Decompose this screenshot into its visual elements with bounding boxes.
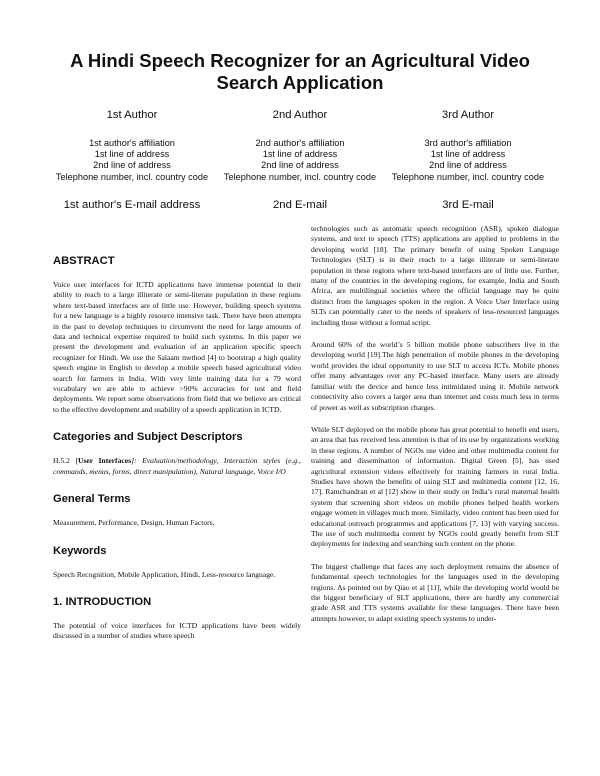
author-affiliation: 2nd author's affiliation [255,138,345,148]
abstract-heading: ABSTRACT [53,255,115,267]
left-column [53,254,301,642]
author-address-line2: 2nd line of address [261,160,339,171]
author-email: 1st author's E-mail address [63,198,201,211]
author-email: 2nd E-mail [273,198,327,211]
author-3 [384,108,552,212]
author-name: 1st Author [106,109,158,121]
author-2 [216,108,384,212]
author-phone: Telephone number, incl. country code [223,171,377,182]
abstract-text: Voice user interfaces for ICTD applications have immense potential in their ability to reach to a large illiterate or semi-literate population in these regions where text-based interfaces are of little use. However, building speech systems for a new language is a highly resource intensive task. There have been attempts in the past to develop techniques to circumvent the need for large amounts of data and technical expertise required to build such systems. In this paper we present the development and evaluation of an application specific speech recognizer for Hindi. We use the Salaam method [4] to bootstrap a high quality speech engine in English to develop a mobile speech based agricultural video search for farmers in India. With very little training data for a 79 word vocabulary we are able to achieve >90% accuracies for test and field deployments. We report some observations from field that we believe are critical to the effective development and usability of a speech application in ICTD. [53,280,301,414]
introduction-paragraph-3: While SLT deployed on the mobile phone has great potential to benefit end users, an area that has received less attention is that of its use by organizations working in these regions. A number of NGOs use video and other multimedia content for training and dissemination of information. Digital Green [5], has used agricultural extension videos effectively for training farmers in rural India. Studies have shown the benefits of using SLT and multimedia content [12, 16, 17]. Ramchandran et al [12] show in their study on India’s rural maternal health system that screening short videos on mobile phones helped health workers engage women in villages much more. Similarly, video content has been used for educational outreach programmes and applications [7, 13] with varying success. The use of such multimedia content by NGOs could greatly benefit from SLT deployments for indexing and searching such content on the phone. [311,424,559,549]
categories-heading: Categories and Subject Descriptors [53,431,243,444]
introduction-heading: 1. INTRODUCTION [53,595,152,608]
author-phone: Telephone number, incl. country code [55,171,209,182]
author-name: 3rd Author [441,109,495,121]
keywords-heading: Keywords [53,544,107,557]
author-email: 3rd E-mail [442,198,494,211]
author-phone: Telephone number, incl. country code [391,171,545,182]
author-address-line2: 2nd line of address [429,160,507,171]
author-address-line1: 1st line of address [262,149,338,160]
author-address-line1: 1st line of address [430,149,506,160]
author-1 [48,108,216,212]
categories-descriptors: ]: Evaluation/methodology, Interaction styles (e.g., commands, menus, forms, direct manipulation), Natural language, Voice I/O [53,456,301,476]
introduction-text-left: The potential of voice interfaces for ICTD applications have been widely discussed in a number of studies where speech [53,620,301,641]
author-address-line1: 1st line of address [94,149,170,160]
author-affiliation: 1st author's affiliation [89,138,175,148]
general-terms-text: Measurement, Performance, Design, Human Factors, [53,518,215,528]
categories-label: User Interfaces [77,456,132,466]
introduction-paragraph-4: The biggest challenge that faces any such deployment remains the absence of fundamental speech technologies for the languages used in the developing regions. As pointed out by Qiao et al [11], while the developing world would be the biggest beneficiary of SLT applications, there are hardly any commercial grade ASR and TTS systems available for these languages. There have been attempts however, to adapt existing speech systems to under- [311,561,559,623]
right-column [311,224,559,624]
keywords-text: Speech Recognition, Mobile Application, Hindi, Less-resource language. [53,569,276,579]
paper-title: A Hindi Speech Recognizer for an Agricultural Video Search Application [70,50,530,93]
author-address-line2: 2nd line of address [93,160,171,171]
categories-text [53,456,301,477]
author-name: 2nd Author [272,109,328,121]
categories-code: H.5.2 [ [53,456,78,466]
introduction-paragraph-2: Around 60% of the world’s 5 billion mobile phone subscribers live in the developing world [19].The high penetration of mobile phones in the developing world provides the ideal opportunity to use SLT to access ICTs. Mobile phones offer many advantages over any PC-based interface. Many users are already familiar with the device and hence less intimidated using it. Mobile network connectivity also covers a larger area than internet and costs much less in terms of power as well as subscription charges. [311,340,559,412]
author-affiliation: 3rd author's affiliation [424,138,512,148]
general-terms-heading: General Terms [53,493,131,506]
author-block [48,108,552,212]
introduction-paragraph-1: technologies such as automatic speech recognition (ASR), spoken dialogue systems, and text to speech (TTS) applications are applied to problems in the developing world [18]. The primary benefit of using Spoken Language Technologies (SLT) is in their reach to a large illiterate or semi-literate population in these regions where text-based interfaces are of little use. Further, many of the countries in the developing regions, for example, India and South Africa, are multilingual societies where the official language may be quite distinct from the languages spoken in the region. A Voice User Interface using SLTs can potentially cater to the needs of speakers of less-resourced languages including those without a formal script. [311,224,559,327]
